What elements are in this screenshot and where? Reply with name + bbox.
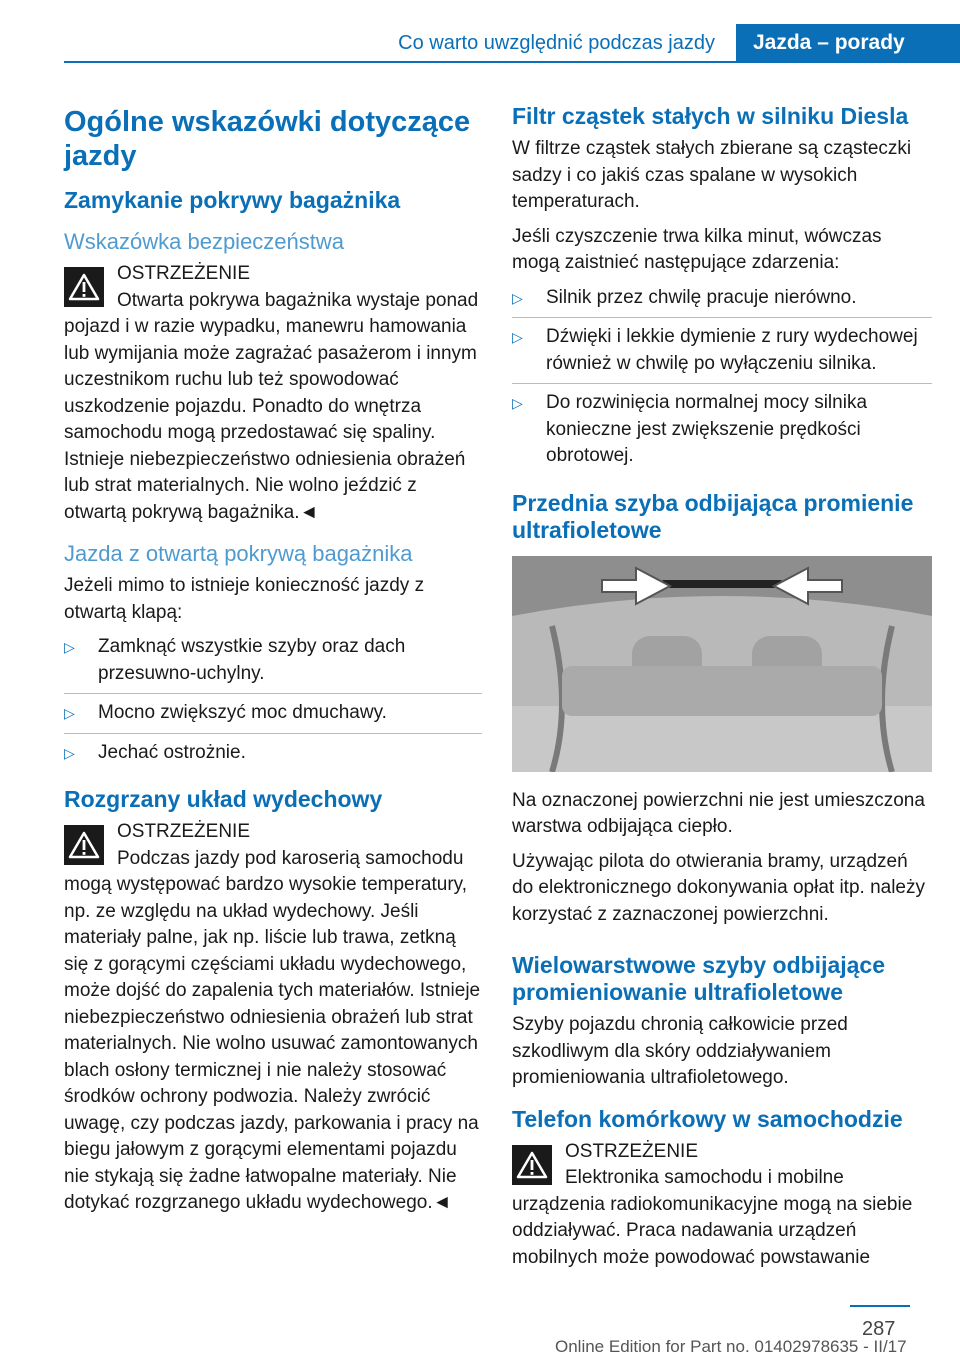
list-item: ▷ Silnik przez chwilę pracuje nierówno. bbox=[512, 285, 932, 319]
windshield-interior-photo bbox=[512, 556, 932, 772]
header-chapter-tab[interactable]: Jazda – porady bbox=[736, 24, 960, 62]
diesel-filter-list bbox=[512, 285, 932, 476]
warning-block-exhaust bbox=[64, 819, 482, 1217]
bullet-triangle-icon: ▷ bbox=[64, 705, 75, 721]
section-heading-mobile-phone: Telefon komórkowy w samochodzie bbox=[512, 1105, 903, 1132]
warning-block-trunk bbox=[64, 261, 482, 526]
bullet-triangle-icon: ▷ bbox=[512, 289, 523, 306]
paragraph: Na oznaczonej powierzchni nie jest umieszczona warstwa odbijająca ciepło. bbox=[512, 789, 925, 837]
warning-label: OSTRZEŻENIE bbox=[117, 821, 251, 842]
warning-triangle-icon bbox=[512, 1145, 552, 1185]
bullet-triangle-icon: ▷ bbox=[64, 639, 75, 655]
section-heading-windshield: Przednia szyba odbijająca promienie ultrafioletowe bbox=[512, 489, 914, 543]
bullet-triangle-icon: ▷ bbox=[512, 329, 523, 345]
warning-block-phone bbox=[512, 1139, 932, 1272]
list-item: ▷ Do rozwinięcia normalnej mocy silnika konieczne jest zwiększenie prędkości obrotowej. bbox=[512, 392, 868, 466]
warning-label: OSTRZEŻENIE bbox=[565, 1140, 699, 1162]
section-heading-multilayer-windows: Wielowarstwowe szyby odbijające promieniowanie ultrafioletowe bbox=[512, 952, 886, 1005]
section-heading-trunk: Zamykanie pokrywy bagażnika bbox=[64, 187, 401, 213]
paragraph: Jeśli czyszczenie trwa kilka minut, wówczas mogą zaistnieć następujące zdarzenia: bbox=[512, 225, 882, 273]
page-number: 287 bbox=[862, 1318, 896, 1340]
warning-triangle-icon bbox=[64, 267, 104, 307]
warning-label: OSTRZEŻENIE bbox=[117, 263, 251, 284]
warning-text: Elektronika samochodu i mobilne urządzenia radiokomunikacyjne mogą na siebie oddziaływać. Praca nadawania urządzeń mobilnych może powodować powstawanie bbox=[512, 1167, 913, 1268]
section-heading-diesel-filter: Filtr cząstek stałych w silniku Diesla bbox=[512, 103, 909, 129]
list-item: ▷ Mocno zwiększyć moc dmuchawy. bbox=[64, 700, 482, 734]
bullet-triangle-icon: ▷ bbox=[512, 395, 523, 411]
list-item: ▷ Dźwięki i lekkie dymienie z rury wydechowej również w chwilę po wyłączeniu silnika. bbox=[512, 324, 932, 384]
paragraph-open-trunk: Jeżeli mimo to istnieje konieczność jazdy z otwartą klapą: bbox=[64, 575, 425, 623]
list-item: ▷ Zamknąć wszystkie szyby oraz dach przesuwno-uchylny. bbox=[64, 634, 482, 694]
warning-text: Otwarta pokrywa bagażnika wystaje ponad pojazd i w razie wypadku, manewru hamowania lub wymijania może zagrażać pasażerom i innym uczestnikom ruchu lub też spowodować uszkodzenie pojazdu. Ponadto do wnętrza samochodu mogą przedostawać się spaliny. Istnieje niebezpieczeństwo odniesienia obrażeń lub strat materialnych. Nie wolno jeździć z otwartą pokrywą bagażnika.◄ bbox=[64, 289, 479, 523]
right-column bbox=[512, 95, 932, 1279]
open-trunk-list bbox=[64, 634, 482, 772]
page-number-rule bbox=[850, 1305, 910, 1307]
paragraph: Używając pilota do otwierania bramy, urządzeń do elektronicznego dokonywania opłat itp. należy korzystać z zaznaczonej powierzchni. bbox=[512, 850, 925, 925]
subheading-safety: Wskazówka bezpieczeństwa bbox=[64, 229, 345, 254]
header-rule bbox=[64, 61, 960, 63]
header-section-title: Co warto uwzględnić podczas jazdy bbox=[398, 31, 715, 54]
warning-triangle-icon bbox=[64, 825, 104, 865]
page-title: Ogólne wskazówki dotyczące jazdy bbox=[64, 106, 471, 172]
paragraph: Szyby pojazdu chronią całkowicie przed szkodliwym dla skóry oddziaływaniem promieniowania ultrafioletowego. bbox=[512, 1014, 848, 1088]
left-column bbox=[64, 95, 482, 1225]
subheading-open-trunk: Jazda z otwartą pokrywą bagażnika bbox=[64, 541, 413, 566]
section-heading-exhaust: Rozgrzany układ wydechowy bbox=[64, 786, 383, 812]
paragraph: W filtrze cząstek stałych zbierane są cząsteczki sadzy i co jakiś czas spalane w wysokich temperaturach. bbox=[512, 138, 912, 212]
bullet-triangle-icon: ▷ bbox=[64, 744, 75, 761]
footer-edition: Online Edition for Part no. 01402978635 - II/17 bbox=[555, 1337, 907, 1356]
warning-text: Podczas jazdy pod karoserią samochodu mogą występować bardzo wysokie temperatury, np. ze względu na układ wydechowy. Jeśli materiały palne, jak np. liście lub trawa, zetkną się z gorącymi częściami układu wydechowego, może dojść do zapalenia tych materiałów. Istnieje niebezpieczeństwo odniesienia obrażeń lub strat materialnych. Nie wolno usuwać zamontowanych blach osłony termicznej i nie należy stosować środków ochrony podwozia. Należy zwrócić uwagę, czy podczas jazdy, parkowania i pracy na biegu jałowym z gorącymi elementami pojazdu nie stykają się żadne łatwopalne materiały. Nie dotykać rozgrzanego układu wydechowego.◄ bbox=[64, 847, 481, 1213]
list-item: ▷ Jechać ostrożnie. bbox=[64, 740, 482, 773]
